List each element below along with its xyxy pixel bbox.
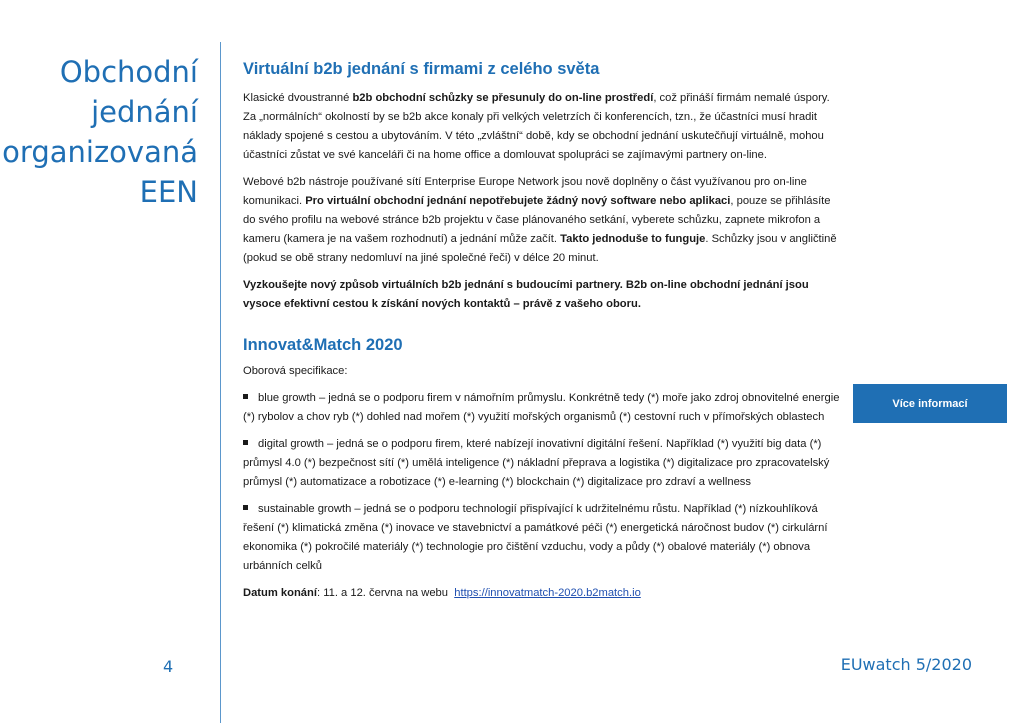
issue-label: EUwatch 5/2020: [840, 655, 972, 674]
sidebar-title-line: organizovaná: [2, 135, 198, 169]
list-item-text: sustainable growth – jedná se o podporu technologií přispívající k udržitelnému růstu. Například (*) nízkouhlíková řešení (*) klimatická změna (*) inovace ve stavebnictví a památkové péči (*) energetická náročnost budov (*) cirkulární ekonomika (*) pokročilé materiály (*) technologie pro čištění vzduchu, vody a půdy (*) obalové materiály (*) obnova urbánních celků: [243, 503, 828, 572]
text-segment: . Schůzky jsou v angličtině (pokud se obě strany nedomluví na jiné společné řeči) v délce 20 minut.: [243, 233, 837, 264]
text-segment: Klasické dvoustranné: [243, 92, 353, 104]
bold-segment: Takto jednoduše to funguje: [560, 233, 706, 245]
specification-list: [243, 389, 843, 576]
text-segment: , pouze se přihlásíte do svého profilu na webové stránce b2b projektu v čase plánovaného setkání, vyberete schůzku, zapnete mikrofon a kameru (kamera je na vašem rozhodnutí) a jednání může začít.: [243, 195, 831, 245]
bold-segment: b2b obchodní schůzky se přesunuly do on-line prostředí: [352, 92, 654, 104]
list-item-text: blue growth – jedná se o podporu firem v námořním průmyslu. Konkrétně tedy (*) moře jako zdroj obnovitelné energie (*) rybolov a chov ryb (*) dohled nad mořem (*) využití mořských organismů (*) cestovní ruch v přímořských oblastech: [243, 392, 840, 423]
sidebar-title-line: EEN: [139, 175, 198, 209]
square-bullet-icon: [243, 440, 248, 445]
square-bullet-icon: [243, 394, 248, 399]
event-date: [243, 584, 843, 603]
section-heading-virtual-b2b: Virtuální b2b jednání s firmami z celého světa: [243, 60, 600, 78]
list-item: [243, 500, 843, 576]
text-segment: , což přináší firmám nemalé úspory. Za „normálních“ okolností by se b2b akce konaly při velkých veletrzích či konferencích, tzn., že účastníci musí hradit náklady spojené s cestou a ubytováním. V této „zvláštní“ době, kdy se obchodní jednání uskutečňují virtuálně, mohou účastníci zůstat ve své kanceláři či na home office a domlouvat spolupráci se zajímavými partnery on-line.: [243, 92, 830, 161]
bold-segment: Vyzkoušejte nový způsob virtuálních b2b jednání s budoucími partnery. B2b on-line obchodní jednání jsou vysoce efektivní cestou k získání nových kontaktů – právě z vašeho oboru.: [243, 279, 809, 310]
bold-segment: Pro virtuální obchodní jednání nepotřebujete žádný nový software nebo aplikaci: [305, 195, 731, 207]
vertical-divider: [220, 42, 221, 723]
sidebar-title-line: jednání: [91, 95, 198, 129]
sidebar-title-line: Obchodní: [59, 55, 198, 89]
paragraph-call-to-action: [243, 276, 843, 314]
text-segment: Webové b2b nástroje používané sítí Enterprise Europe Network jsou nově doplněny o část využívanou pro on-line komunikaci.: [243, 176, 807, 207]
sidebar-title: [2, 52, 198, 212]
specification-intro: Oborová specifikace:: [243, 365, 348, 377]
date-label: Datum konání: [243, 587, 317, 599]
list-item: [243, 389, 843, 427]
paragraph-tools: [243, 173, 843, 268]
event-link[interactable]: https://innovatmatch-2020.b2match.io: [454, 587, 641, 599]
section-heading-innovat-match: Innovat&Match 2020: [243, 336, 403, 354]
more-info-button[interactable]: Více informací: [853, 384, 1007, 423]
list-item-text: digital growth – jedná se o podporu firem, které nabízejí inovativní digitální řešení. Například (*) využití big data (*) průmysl 4.0 (*) bezpečnost sítí (*) umělá inteligence (*) nákladní přeprava a logistika (*) digitalizace pro zpracovatelský průmysl (*) automatizace a robotizace (*) e-learning (*) blockchain (*) digitalizace pro zdraví a wellness: [243, 438, 830, 488]
paragraph-intro: [243, 89, 843, 165]
page-number: 4: [163, 657, 174, 676]
main-content: [243, 58, 843, 611]
square-bullet-icon: [243, 505, 248, 510]
list-item: [243, 435, 843, 492]
date-text: : 11. a 12. června na webu: [316, 587, 455, 599]
